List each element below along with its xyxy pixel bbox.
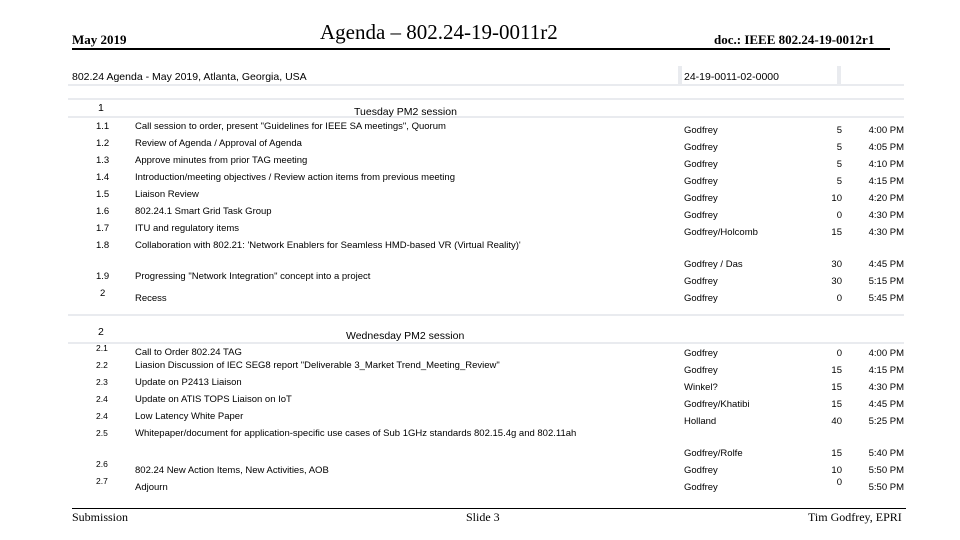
row-number: 2.4 bbox=[96, 394, 108, 404]
row-presenter: Godfrey bbox=[684, 293, 718, 304]
row-duration: 0 bbox=[836, 348, 842, 359]
row-duration: 0 bbox=[836, 293, 842, 304]
row-duration: 15 bbox=[831, 227, 842, 238]
row-presenter: Godfrey bbox=[684, 210, 718, 221]
row-time: 4:05 PM bbox=[868, 142, 904, 153]
row-item: Liasion Discussion of IEC SEG8 report "Deliverable 3_Market Trend_Meeting_Review" bbox=[135, 360, 500, 371]
session-1-cell bbox=[68, 100, 904, 116]
session-title: Wednesday PM2 session bbox=[346, 330, 465, 342]
row-presenter: Godfrey bbox=[684, 365, 718, 376]
row-presenter: Holland bbox=[684, 416, 717, 427]
header-date: May 2019 bbox=[72, 32, 127, 47]
row-item: Update on P2413 Liaison bbox=[135, 377, 242, 388]
row-time: 4:00 PM bbox=[868, 125, 904, 136]
row-duration: 30 bbox=[831, 259, 842, 270]
session-2-cell bbox=[68, 326, 904, 342]
row-time: 4:15 PM bbox=[868, 176, 904, 187]
row-number: 2.3 bbox=[96, 377, 108, 387]
header-rule bbox=[72, 48, 890, 50]
row-time: 5:40 PM bbox=[868, 448, 904, 459]
row-duration: 5 bbox=[836, 159, 842, 170]
row-duration: 10 bbox=[831, 193, 842, 204]
page-title: Agenda – 802.24-19-0011r2 bbox=[320, 20, 558, 44]
row-number: 2.7 bbox=[96, 476, 108, 486]
row-presenter: Godfrey bbox=[684, 142, 718, 153]
row-time: 5:45 PM bbox=[868, 293, 904, 304]
row-number: 2.4 bbox=[96, 411, 108, 421]
row-duration: 15 bbox=[831, 382, 842, 393]
row-number: 1.8 bbox=[96, 240, 110, 251]
row-duration: 5 bbox=[836, 142, 842, 153]
row-number: 2.1 bbox=[96, 343, 108, 353]
row-presenter: Godfrey/Rolfe bbox=[684, 448, 743, 459]
row-number: 2 bbox=[100, 288, 106, 299]
slide-number: Slide 3 bbox=[466, 510, 500, 524]
row-presenter: Godfrey bbox=[684, 276, 718, 287]
row-item: Whitepaper/document for application-specific use cases of Sub 1GHz standards 802.15.4g and 802.11ah bbox=[135, 428, 577, 439]
row-item: 802.24 New Action Items, New Activities, AOB bbox=[135, 465, 329, 476]
row-number: 1.4 bbox=[96, 172, 110, 183]
row-duration: 5 bbox=[836, 125, 842, 136]
row-duration: 10 bbox=[831, 465, 842, 476]
row-duration: 5 bbox=[836, 176, 842, 187]
row-presenter: Godfrey / Das bbox=[684, 259, 743, 270]
footer-rule bbox=[72, 508, 906, 509]
row-duration: 0 bbox=[836, 477, 842, 488]
row-time: 5:50 PM bbox=[868, 465, 904, 476]
footer-submission: Submission bbox=[72, 510, 129, 524]
footer-author: Tim Godfrey, EPRI bbox=[808, 510, 902, 524]
row-time: 4:15 PM bbox=[868, 365, 904, 376]
row-time: 4:45 PM bbox=[868, 399, 904, 410]
row-presenter: Godfrey/Holcomb bbox=[684, 227, 758, 238]
row-duration: 40 bbox=[831, 416, 842, 427]
row-item: Liaison Review bbox=[135, 189, 199, 200]
row-item: Call session to order, present "Guidelines for IEEE SA meetings", Quorum bbox=[135, 121, 446, 132]
row-presenter: Godfrey bbox=[684, 125, 718, 136]
row-time: 4:45 PM bbox=[868, 259, 904, 270]
row-time: 4:30 PM bbox=[868, 382, 904, 393]
row-number: 2.2 bbox=[96, 360, 108, 370]
row-item: 802.24.1 Smart Grid Task Group bbox=[135, 206, 272, 217]
table-caption: 802.24 Agenda - May 2019, Atlanta, Georgia, USA bbox=[72, 71, 307, 83]
row-presenter: Godfrey bbox=[684, 465, 718, 476]
row-duration: 0 bbox=[836, 210, 842, 221]
row-number: 1.9 bbox=[96, 271, 110, 282]
row-item: Recess bbox=[135, 293, 167, 304]
row-number: 1.1 bbox=[96, 121, 110, 132]
row-presenter: Godfrey bbox=[684, 176, 718, 187]
row-number: 2.5 bbox=[96, 428, 108, 438]
row-number: 1.6 bbox=[96, 206, 110, 217]
row-time: 5:50 PM bbox=[868, 482, 904, 493]
row-item: Adjourn bbox=[135, 482, 168, 493]
row-time: 5:25 PM bbox=[868, 416, 904, 427]
row-item: Collaboration with 802.21: 'Network Enablers for Seamless HMD-based VR (Virtual Reality)' bbox=[135, 240, 521, 251]
row-presenter: Godfrey bbox=[684, 482, 718, 493]
row-number: 2.6 bbox=[96, 459, 108, 469]
row-item: Approve minutes from prior TAG meeting bbox=[135, 155, 308, 166]
row-presenter: Godfrey bbox=[684, 193, 718, 204]
spacer-cell bbox=[68, 86, 904, 98]
empty-cell bbox=[841, 66, 904, 84]
row-number: 1.3 bbox=[96, 155, 110, 166]
row-item: Update on ATIS TOPS Liaison on IoT bbox=[135, 394, 292, 405]
row-duration: 15 bbox=[831, 399, 842, 410]
row-item: Call to Order 802.24 TAG bbox=[135, 347, 242, 358]
doc-number: doc.: IEEE 802.24-19-0012r1 bbox=[714, 32, 875, 47]
session-title: Tuesday PM2 session bbox=[354, 106, 457, 118]
row-number: 1.5 bbox=[96, 189, 110, 200]
row-presenter: Godfrey/Khatibi bbox=[684, 399, 750, 410]
row-time: 4:20 PM bbox=[868, 193, 904, 204]
row-time: 4:10 PM bbox=[868, 159, 904, 170]
spacer-cell bbox=[68, 316, 904, 326]
row-duration: 15 bbox=[831, 365, 842, 376]
row-duration: 30 bbox=[831, 276, 842, 287]
table-doc-number: 24-19-0011-02-0000 bbox=[684, 71, 779, 83]
row-time: 5:15 PM bbox=[868, 276, 904, 287]
row-item: Progressing "Network Integration" concept into a project bbox=[135, 271, 371, 282]
row-presenter: Winkel? bbox=[684, 382, 718, 393]
row-item: Low Latency White Paper bbox=[135, 411, 244, 422]
row-time: 4:00 PM bbox=[868, 348, 904, 359]
row-number: 1.7 bbox=[96, 223, 110, 234]
row-duration: 15 bbox=[831, 448, 842, 459]
session-number: 1 bbox=[98, 102, 104, 114]
row-presenter: Godfrey bbox=[684, 348, 718, 359]
row-item: ITU and regulatory items bbox=[135, 223, 240, 234]
row-item: Introduction/meeting objectives / Review action items from previous meeting bbox=[135, 172, 455, 183]
row-time: 4:30 PM bbox=[868, 227, 904, 238]
row-item: Review of Agenda / Approval of Agenda bbox=[135, 138, 302, 149]
session-number: 2 bbox=[98, 326, 104, 338]
row-time: 4:30 PM bbox=[868, 210, 904, 221]
row-number: 1.2 bbox=[96, 138, 110, 149]
row-presenter: Godfrey bbox=[684, 159, 718, 170]
